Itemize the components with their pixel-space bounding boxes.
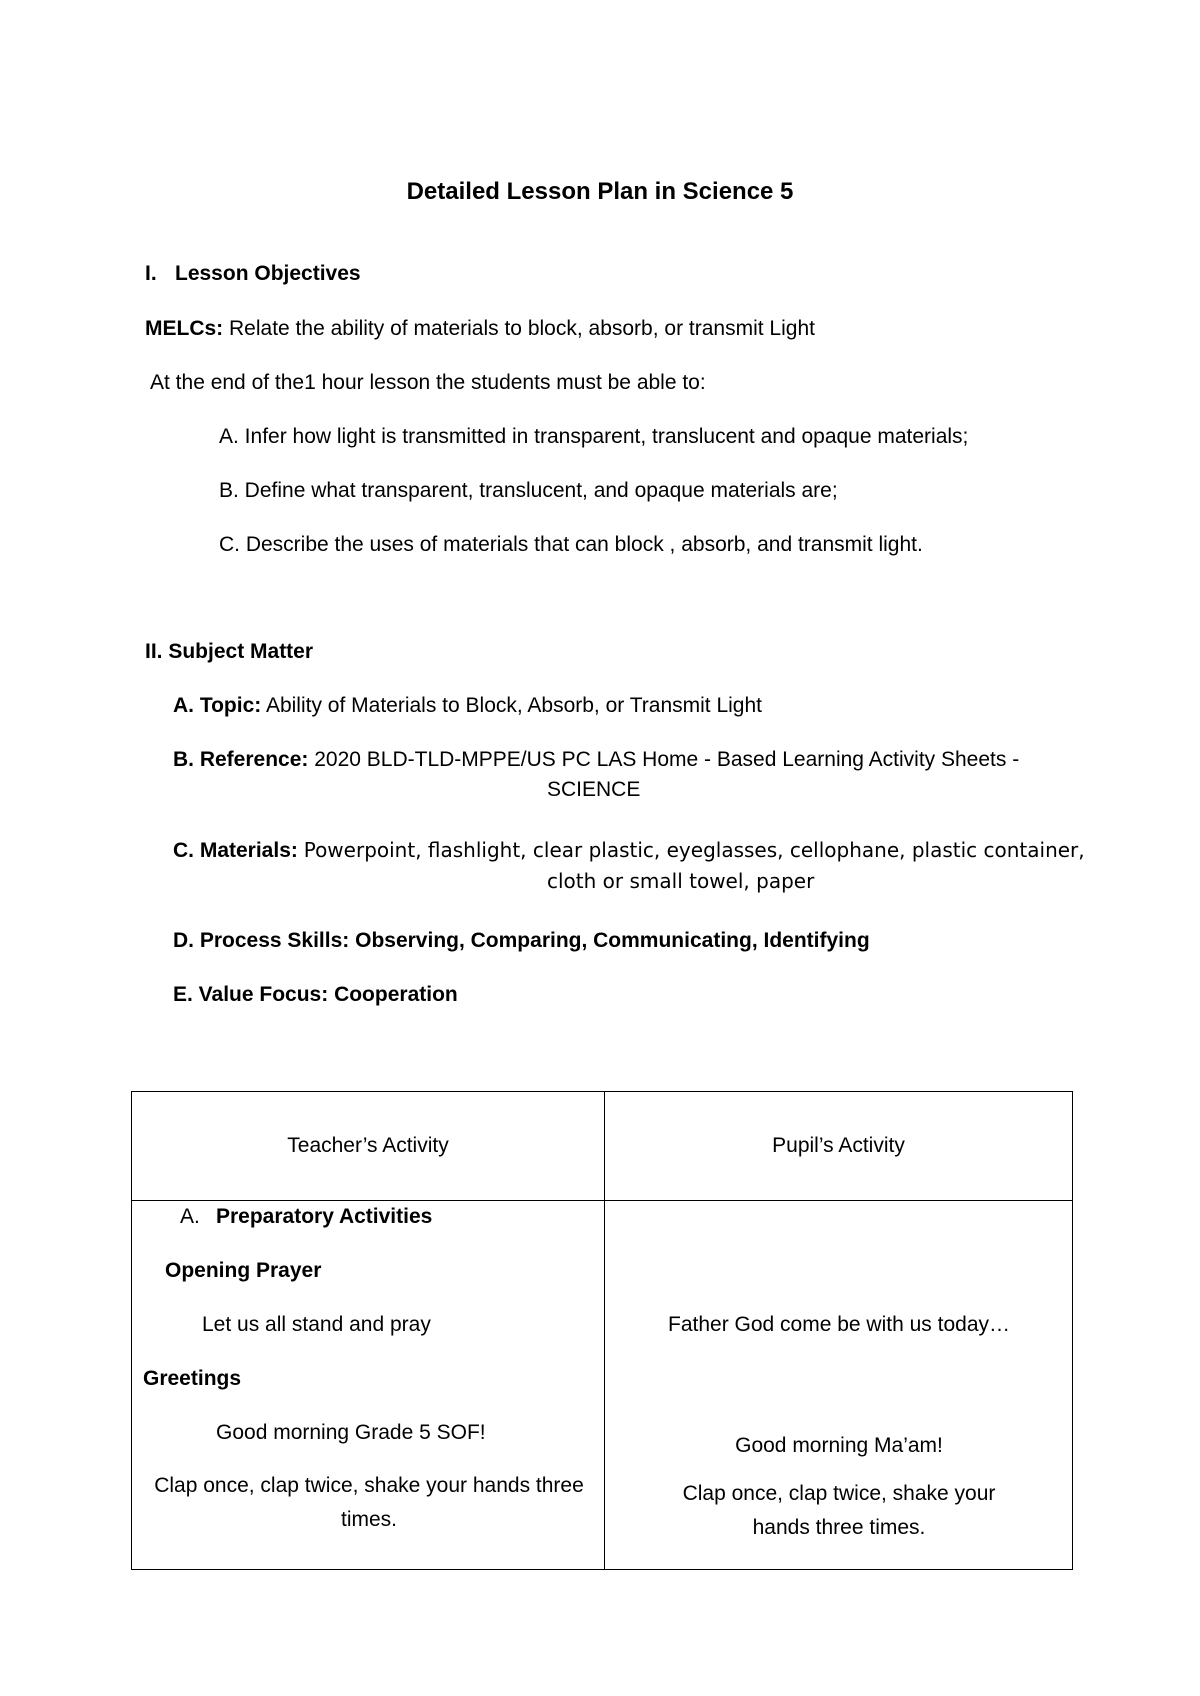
table-header-row <box>132 1092 1073 1201</box>
topic-text: Ability of Materials to Block, Absorb, or Transmit Light <box>265 694 762 717</box>
teacher-activity-cell <box>132 1201 605 1570</box>
value-focus-text: Cooperation <box>334 983 458 1006</box>
reference-text-continued: SCIENCE <box>547 778 641 801</box>
prayer-instruction: Let us all stand and pray <box>202 1313 431 1336</box>
objectives-intro: At the end of the1 hour lesson the students must be able to: <box>150 371 706 394</box>
document-title: Detailed Lesson Plan in Science 5 <box>406 178 794 205</box>
materials-text-continued: cloth or small towel, paper <box>547 869 815 893</box>
objective-a: A. Infer how light is transmitted in transparent, translucent and opaque materials; <box>219 425 969 448</box>
reference-text: 2020 BLD-TLD-MPPE/US PC LAS Home - Based Learning Activity Sheets - <box>314 748 1020 771</box>
pupil-clap-response: Clap once, clap twice, shake your hands three times. <box>682 1482 996 1539</box>
topic-label: A. Topic: <box>173 694 262 717</box>
section-1-heading: Lesson Objectives <box>175 262 361 285</box>
materials-text: Powerpoint, flashlight, clear plastic, eyeglasses, cellophane, plastic container, <box>303 838 1085 862</box>
pupil-prayer-response: Father God come be with us today… <box>668 1313 1010 1336</box>
materials-line <box>173 838 1085 863</box>
value-focus-line <box>173 983 458 1007</box>
process-skills-line <box>173 929 870 953</box>
activity-table <box>131 1091 1073 1570</box>
reference-label: B. Reference: <box>173 748 309 771</box>
section-1-number: I. <box>145 262 157 285</box>
melcs-text: Relate the ability of materials to block, absorb, or transmit Light <box>229 317 815 340</box>
materials-label: C. Materials: <box>173 839 298 862</box>
melcs-line <box>145 317 815 341</box>
objective-b: B. Define what transparent, translucent, and opaque materials are; <box>219 479 838 502</box>
process-skills-text: Observing, Comparing, Communicating, Identifying <box>355 929 870 952</box>
teacher-activity-header: Teacher’s Activity <box>132 1092 605 1201</box>
topic-line <box>173 694 762 718</box>
greetings-heading: Greetings <box>143 1367 242 1390</box>
table-row <box>132 1201 1073 1570</box>
objective-c: C. Describe the uses of materials that can block , absorb, and transmit light. <box>219 533 923 556</box>
pupil-activity-header: Pupil’s Activity <box>605 1092 1073 1201</box>
value-focus-label: E. Value Focus: <box>173 983 329 1006</box>
teacher-clap-instruction: Clap once, clap twice, shake your hands three times. <box>154 1474 584 1531</box>
process-skills-label: D. Process Skills: <box>173 929 350 952</box>
pupil-activity-cell <box>605 1201 1073 1570</box>
pupil-greeting-response: Good morning Ma’am! <box>735 1434 943 1457</box>
opening-prayer-heading: Opening Prayer <box>165 1259 322 1282</box>
teacher-greeting: Good morning Grade 5 SOF! <box>216 1421 486 1444</box>
prep-number: A. <box>180 1205 200 1228</box>
section-2-heading: II. Subject Matter <box>145 640 314 663</box>
melcs-label: MELCs: <box>145 317 224 340</box>
prep-heading: Preparatory Activities <box>216 1205 433 1228</box>
reference-line <box>173 748 1019 772</box>
